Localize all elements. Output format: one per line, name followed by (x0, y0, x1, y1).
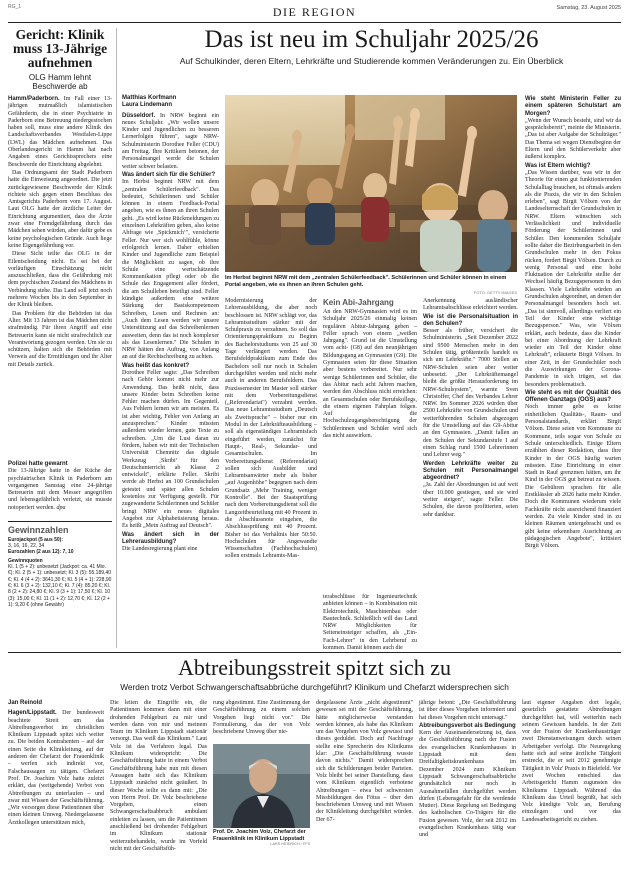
bottom-col-3 (213, 700, 310, 846)
question-heading: Werden Lehrkräfte weiter zu Schulen mit Personalmangel abgeordnet? (423, 460, 518, 482)
portrait-illustration (213, 744, 310, 828)
answer-text: Die Landesregierung plant eine (122, 546, 198, 553)
answer-text: Noch immer gebe es keine einheitlichen Qualitäts-, Raum- und Personalstandards, erklärt Birgit Völxen. Diese seien von Kommune zu Kommune, teils sogar von Schule zu Schule unterschiedlich. Einige Eltern erzählten dieser Redaktion, dass ihre Kinder in der OGS häufig warten müssten. Eine Einrichtung in einer Stadt in Rauf grenzmen hätten, um ihr Kind in der OGS gut betreut zu wissen. Die Gebühren sprachen für alle Erstklässler ab 2026 hatte mehr Kinder. Doch die Kommunen wiederum viele Fachkräfte nicht ausreichend finanziert werden. Zu viele Kinder sind in zu kleinen Räumen untergebracht und es gibt keine erkennbare Ausrichtung an pädagogischen Angebote", kritisiert Birgit Völxen. (525, 404, 621, 550)
section-rule (8, 652, 621, 653)
bottom-subtitle: Werden trotz Verbot Schwangerschaftsabbrüche durchgeführt? Klinikum und Chefarzt widersprechen sich (120, 682, 509, 692)
bottom-col-3-text: rung abgestimmt. Eine Zustimmung der Geschäftsführung zu einem solchen Vorgehen liegt nicht vor." Die Formulierung, das der von Volz beschriebene Umweg über nie- (213, 700, 310, 736)
author: Laura Lindemann (122, 102, 173, 109)
bottom-subhead: Abtreibungsverbot als Bedingung (419, 722, 516, 729)
photo-credit: FOTO: GETTY IMAGES (473, 290, 517, 295)
main-col-5 (525, 95, 621, 648)
answer-text: „Wenn der Wunsch besteht, sind wir da gesprächsbereit", meinte die Ministerin. „Das ist aber Aufgabe der Schulträger." Das Thema sei wegen Dienstbeginn der Eltern und den Schülerverkehr aber äußerst komplex. (525, 117, 621, 161)
left-paragraph: Diese Sicht teilte das OLG in der Eilentscheidung nicht. Es sei bei der vorläufigen Einschätzung nicht auszuschließen, dass die Gefährdung mit dem psychischen Zustand des Mädchens in Verbindung stehe. Das Land soll jetzt noch mehrere Wochen bis in den September in der Klinik bleiben. (8, 251, 112, 309)
bottom-col-6: laut eigener Angaben dort legale, gesetzlich gestattete Abtreibungen durchgeführt hat, will weiterhin nach seinem Gewissen handeln. In der Zeit vor der Fusion der Krankenhausträger zwei Dienstanweisungen durch seinen Arbeitgeber verfolgt. Die Neuregelung hatte sich auf seine ärztliche Tätigkeit erstreckt, die er seit 2012 genehmigte Tätigkeit in Volz' Praxis in Bielefeld. Vor zwei Wochen entschied das Arbeitsgericht Hamm zugunsten des Klinikums Lippstadt. Während das Klinikum das Urteil begrüßt, hat sich Volz kündigte Volz an, Berufung einzulegen und vor das Landesarbeitsgericht zu ziehen. (522, 700, 621, 823)
bottom-col-4: dergelassene Ärzte „nicht abgestimmt" gewesen sei mit der Geschäftsführung, hätte möglicherweise verstanden werden können, als habe das Klinikum um das Vorgehen von Volz gewusst und dieses geduldet. Doch auf Nachfrage stellte eine Sprecherin des Klinikums klar: „Die Geschäftsführung wusste davon nichts." Damit widersprechen sich die Schilderungen beider Parteien. Volz bleibt bei seiner Darstellung, dass vom Klinikum eigentlich verbotene Abtreibungen – etwa bei schwersten Missbildungen des Fötus – über den beschriebenen Umweg und mit Wissen der Klinikleitung durchgeführt würden. Der 67- (316, 700, 413, 823)
page-id: RG_1 (8, 4, 22, 10)
main-dateline: Düsseldorf. (122, 112, 156, 119)
lotto-euro-head: Eurojackpot (5 aus 50): (8, 536, 64, 543)
question-heading: Was ist Eltern wichtig? (525, 162, 591, 169)
main-col-4: Anerkennung ausländischer Lehramtsabschlüsse erleichtert werden. Wie ist die Personalsituation in den Schulen? Besser als früher, versichert die Schulministerin. „Seit Dezember 2022 sind 9500 Menschen mehr in den Schulen tätig, größtenteils handelt es sich um Lehrkräfte." 7000 Stellen an NRW-Schulen seien aber weiter unbesetzt. „Der Lehrkräftemangel bleibt die größte Herausforderung im NRW-Schulsystem", warnte Sven Christoffer, Chef des Verbandes Lehrer NRW. Im Sommer 2026 würden über 2500 Lehrkräfte von Grundschulen und weiterführenden Schulen abgezogen für die Umstellung auf das G9-Abitur an den Gymnasien. „Damit fallen an den Schulen der Sekundarstufe I auf einen Schlag rund 1500 Lehrerinnen und Lehrer weg." Werden Lehrkräfte weiter zu Schulen mit Personalmangel abgeordnet? „Ja. Zahl der Abordnungen ist auf weit über 10.000 gestiegen, und sie wird weiter steigen", sagte Feller. Die Schulen, die davon profitierten, seien sehr dankbar. (423, 298, 518, 518)
bottom-col-5: jährige betont: „Die Geschäftsführung ist über dieses Vorgehen informiert und hat dieses Vorgehen nicht untersagt." Abtreibungsverbot als Bedingung Kern der Auseinandersetzung ist, dass die Geschäftsführung nach der Fusion des evangelischen Krankenhauses in Lippstadt mit dem Dreifaltigkeitskrankenhaus im Dezember 2024 zum Klinikum Lippstadt Schwangerschaftsabbrüche grundsätzlich nur noch in Ausnahmefällen durchgeführt werden dürfen (Lebensgefahr für die werdende Mutter). Diese Regelung sei Bedingung des katholischen Co-Trägers für die Fusion gewesen. Volz, der seit 2012 im evangelischen Krankenhaus tätig war und (419, 700, 516, 839)
police-subhead: Polizei hatte gewarnt (8, 461, 68, 467)
police-credit: dpa (56, 504, 66, 511)
lotto-euro-zahlen: Eurozahlen (2 aus 12): 7, 10 (8, 549, 74, 556)
classroom-photo (225, 95, 517, 272)
question-heading: Wie steht es mit der Qualität des Offenen Ganztags (OGS) aus? (525, 389, 621, 404)
left-subhead: OLG Hamm lehnt Beschwerde ab (28, 73, 92, 91)
portrait-caption: Prof. Dr. Joachim Volz, Chefarzt der Frauenklinik im Klinikum Lippstadt (213, 829, 306, 842)
answer-text: „Ja. Zahl der Abordnungen ist auf weit über 10.000 gestiegen, und sie wird weiter steigen", sagte Feller. Die Schulen, die davon profitierten, seien sehr dankbar. (423, 482, 518, 518)
lotto-title: Gewinnzahlen (8, 524, 69, 535)
bottom-title: Abtreibungsstreit spitzt sich zu (177, 655, 452, 680)
main-title: Das ist neu im Schuljahr 2025/26 (204, 26, 539, 53)
question-heading: Was ändert sich für die Schüler? (122, 171, 216, 178)
main-col-3 (323, 298, 417, 592)
photo-caption: Im Herbst beginnt NRW mit dem „zentralen Schülerfeedback". Schülerinnen und Schüler können in einem Portal angeben, wie es ihnen an ihren Schulen geht. (225, 275, 507, 288)
left-paragraph: Das Ordnungsamt der Stadt Paderborn hatte die Einweisung angeordnet. Die jetzt zurückgewiesene Beschwerde der Klinik richtete sich gegen einen Beschluss des Amtsgerichts Paderborn vom 17. August. Laut OLG hatte der ärztliche Leiter der Einrichtung argumentiert, dass die Ärzte zwar eine Fremdgefährdung durch das Mädchen sehen würden, aber dafür gebe es keine psychologischen Gründe. Auch liege keine Eigengefährdung vor. (8, 169, 112, 249)
lotto-quoten: Kl. 1 (5 + 2): unbesetzt (Jackpot: ca. 41 Mio. €); Kl. 2 (5 + 1): unbesetzt; Kl. 3 (5): 55.189,40 €; Kl. 4 (4 + 2): 3641,30 €; Kl. 5 (4 + 1): 228,90 €; Kl. 6 (3 + 2): 132,10 €; Kl. 7 (4): 85,20 €; Kl. 8 (2 + 2): 24,80 €; Kl. 9 (3 + 1): 17,50 €; Kl. 10 (3): 15,00 €; Kl. 11 (1 + 2): 12,70 €; Kl. 12 (2 + 1): 9,20 € (ohne Gewähr) (8, 564, 112, 608)
issue-date: Samstag, 23. August 2025 (556, 5, 621, 11)
column-divider (116, 28, 117, 648)
lotto-box (8, 537, 112, 616)
left-dateline: Hamm/Paderborn. (8, 96, 60, 102)
left-body (8, 96, 112, 460)
main-col-3-bottom: terabschlüsse für Ingenieurtechnik anbieten können – in Kombination mit Elektrotechnik, Maschinenbau oder Bautechnik. Schließlich will das Land NRW Möglichkeiten für Seiteneinsteiger schaffen, als „Ein-Fach-Lehrer" in den Lehrberuf zu kommen. Damit können auch die (323, 594, 417, 652)
lotto-euro-numbers: 3, 16, 16, 22, 34 (8, 543, 45, 550)
header-rule (8, 22, 621, 23)
question-heading: Was heißt das konkret? (122, 362, 190, 369)
police-body: Die 13-Jährige hatte in der Küche der psychiatrischen Klinik in Paderborn am vergangenen Samstag eine 24-jährige Betreuerin mit dem Messer angegriffen und lebensgefährlich verletzt, sie musste notoperiert werden. dpa (8, 468, 112, 511)
left-paragraph: Das Problem für die Behörden ist das Alter. Mit 13 Jahren ist das Mädchen nicht strafmündig. Für ihren Angriff auf eine Betreuerin kann sie nicht strafrechtlich zur Verantwortung gezogen werden. Um sie zu schützen, halten sich die Behörden mit Verweis auf die Ermittlungen und ihr Alter mit Details zurück. (8, 310, 112, 368)
left-paragraph: Im Fall einer 13-jährigen mutmaßlich islamistischen Gefährderin, die in einer Psychiatrie in Paderborn eine Betreuung niedergestochen haben soll, muss eine andere Klinik des Landschaftsverbandes Westfalen-Lippe (LWL) das Mädchen aufnehmen. Das Oberlandesgericht in Hamm hat nach Angaben eines Gerichtssprechers eine Beschwerde der Einrichtung abgelehnt. (8, 96, 112, 168)
answer-text: Dorothee Feller sagte: „Das Schreiben nach Gehör kommt nicht mehr zur Anwendung. Das heißt nicht, dass unsere Kinder beim Schreiben keine Fehler machen dürfen. Im Gegenteil. Aus Fehlern lernen wir am meisten. Es ist aber wichtig, Fehler von Anfang an anzusprechen." Kinder müssten außerdem wieder lernen, gute Texte zu schreiben. „Um die Lust daran zu fördern, haben wir mit der Technischen Universität Chemnitz das digitale Werkzeug ‚Skribi‘ für den Deutschunterricht ab Klasse 2 entwickelt", erklärte Feller. Skribi werde ab Herbst an 100 Grundschulen getestet und später allen Schulen kostenlos zur Verfügung gestellt. Für zugewanderte Schülerinnen und Schüler bringt NRW ein neues digitales Angebot zur Alphabetisierung heraus. Es heißt „Mein Auftrag auf Deutsch". (122, 369, 219, 530)
box-heading: Kein Abi-Jahrgang (323, 298, 394, 307)
answer-text: „Das Wissen darüber, was wir in der Theorie für einen gut funktionierenden Schulalltag brauchen, ist oftmals anders als die Praxis, die wir in den Schulen erleben", sagt Birgit Völxen von der Landeselternschaft der Grundschulen in NRW. Eltern wünschten sich Verlässlichkeit und individuelle Förderung der Schülerinnen und Schüler. Den kommenden Schuljahr sollte daher die Bezirhungsarbeit in den Grundschulen mehr in den Fokus rücken, fordert Birgit Völxen. Durch zu wenig Personal und eine hohe Fluktuation der Lehrkräfte stellte der Wechsel häufig Bezugspersonen in den Klassen. Viele Lehrkräfte würden an Grundschulen abgeordnet, an denen der Personalmangel besonders hoch sei. „Das ist sinnvoll, allerdings verliert ein Teil der Kinder eine wichtige Bezugsperson." Was, wie Völxen erklärt, auch bedeute, dass die Kinder bei einer Abordnung der Lehrkraft wieder ein Teil der Kinder ohne Lehrkraft", erläuterte Birgit Völxen. In einer Zeit, in der Grundschüler noch die Auswirkungen der Corona-Pandemie in sich trügen, sei das besonders problematisch. (525, 169, 621, 388)
lotto-quoten-head: Gewinnquoten (8, 557, 43, 564)
main-col-2: Modernisierung der Lehrerausbildung, die aber noch beschlossen ist. NRW schlägt vor, das Lehramtsstudium stärker mit der Schulpraxis zu verzahnen. So soll das Orientierungspraktikum zu Beginn des Bachelorstudiums von 25 auf 30 Tage verlängert werden. Das Berufsfeldpraktikum zum Ende des Bachelors soll nur noch in Schulen durchgeführt werden und nicht mehr auch in anderen Berufsfeldern. Das Praxissemester im Master soll stärker mit dem Vorbereitungsdienst („Referendariat") verzahnt werden. Das neue Lehramtsstudium „Deutsch als Zweitsprache" – bisher nur ein Modul in der Lehrkräfteausbildung – soll als eigenständiges Lehramtsfach eingeführt werden, zunächst für Haupt-, Real-, Sekundar- und Gesamtschulen. Im Vorbereitungsdienst (Referendariat) sollen sich Ausbilder und Lehramtsanwärter mehr als bisher „auf Augenhöhe" begegnen nach dem Grundsatz „Mehr Training, weniger Kontrolle". Bei der Staatsprüfung nach dem Vorbereitungsdienst soll die Langzeitbeurteilung mit 40 Prozent in die Abschlussnote eingehen, die Abschlussprüfung mit 40 Prozent. Bisher ist das Verhältnis hier 50:50. Hochschulen für Angewandte Wissenschaften (Fachhochschulen) sollen erstmals Lehramts-Mas- (225, 298, 317, 560)
bottom-col-2: Die leiten die Eingriffe ein, die Patientinnen kommen dann mit einer drohenden Fehlgeburt zu mir und werden dann von mir und meinem Team im Klinikum Lippstadt stationär versorgt. Das weiß das Klinikum." Laut Volz ist das Verfahren legal. Das Klinikum widerspricht: Die Geschäftsführung hatte in einem Verbot Geschäftsführung habe nun mit diesen Aussagen hatte sich das Klinikum Lippstadt zunächst nicht geäußert. In dieser Woche teilte es dann mit: „Die von Herrn Prof. Dr. Volz beschriebene Vorgehen, einen Schwangerschaftsabbruch ambulant einleiten zu lassen, um die Patientinnen anschließend bei drohender Fehlgeburt im Klinikum stationär weiterzubehandeln, wurde im Vorfeld nicht mit der Geschäftsfüh- (110, 700, 207, 852)
portrait-credit: LARS HEIDRICH / FFS (270, 842, 310, 847)
portrait-photo (213, 744, 310, 828)
left-headline: Gericht: Klinik muss 13-Jährige aufnehmen (12, 27, 108, 70)
box-text: An den NRW-Gymnasien wird es im Schuljahr 2025/26 einmalig keinen regulären Abitur-Jahrgang geben – Feller sprach von einem „weißen Jahrgang". Grund ist die Umstellung vom acht- (G8) auf den neunjährigen Bildungsgang an Gymnasien (G9). Die Gymnasien seien für diese Situation aber bestens vorbereitet. Nur sehr wenige Schülerinnen und Schüler, die das Abitur nach acht Jahren machen, werden den Abschluss nicht erreichen: an Gesamtschulen oder Berufskollegs, die einem eigenen Fahrplan folgen. Auf die Hochschulzugangsberechtigung der Schülerinnen und Schüler wird sich das nicht auswirken. (323, 309, 417, 440)
question-heading: Was ändert sich in der Lehrerausbildung? (122, 531, 219, 545)
main-subtitle: Auf Schulkinder, deren Eltern, Lehrkräfte und Studierende kommen Veränderungen zu. Ein Überblick (179, 56, 564, 66)
bottom-author: Jan Reinold (8, 700, 43, 706)
main-col-1: Matthias Korfmann Laura Lindemann Düsseldorf. In NRW beginnt ein neues Schuljahr. „Wir wollen unsere Kinder und Jugendlichen zu besseren Lernerfolgen führen", sagte NRW-Schulministerin Dorothee Feller (CDU) am Freitag. Ihre Kritikern betonen, der Personalmangel werde die Schulen weiter schwer belasten. Was ändert sich für die Schüler? Im Herbst beginnt NRW mit dem „zentralen Schülerfeedback". Das bedeutet, Schülerinnen und Schüler können in einem Feedback-Portal angeben, wie es ihnen an ihren Schulen geht. „Es wird keine Rückmeldungen zu einzelnen Lehrkräften geben, also keine Abfrage wie ‚Spickmich‘", versicherte Feller. Nur wer sich wohlfühle, könne erfolgreich lernen. Daher erhielten Kinder und Jugendliche zum Beispiel die Möglichkeit zu sagen, ob ihre Schule eine wertschätzende Kommunikation pflegt oder ob die Schule das Engagement aller fördert, die am Schulleben beteiligt sind. Feller kündigte außerdem eine weitere Stärkung der Basiskompetenzen Schreiben, Lesen und Rechnen an: „Auch dem Lesen werden wir unsere Unterstützung auf das Schreibenlernen ausweiten, denn das ist noch komplexer als das Lesenlernen." Die Schulen in NRW hätten den Auftrag, von Anfang an auf die Rechtschreibung zu achten. Was heißt das konkret? Dorothee Feller sagte: „Das Schreiben nach Gehör kommt nicht mehr zur Anwendung. Das heißt nicht, dass unsere Kinder beim Schreiben keine Fehler machen dürfen. Im Gegenteil. Aus Fehlern lernen wir am meisten. Es ist aber wichtig, Fehler von Anfang an anzusprechen." Kinder müssten außerdem wieder lernen, gute Texte zu schreiben. „Um die Lust daran zu fördern, haben wir mit der Technischen Universität Chemnitz das digitale Werkzeug ‚Skribi‘ für den Deutschunterricht ab Klasse 2 entwickelt", erklärte Feller. Skribi werde ab Herbst an 100 Grundschulen getestet und später allen Schulen kostenlos zur Verfügung gestellt. Für zugewanderte Schülerinnen und Schüler bringt NRW ein neues digitales Angebot zur Alphabetisierung heraus. Es heißt „Mein Auftrag auf Deutsch". Was ändert sich in der Lehrerausbildung? Die Landesregierung plant eine (122, 95, 220, 553)
author: Matthias Korfmann (122, 95, 177, 101)
question-heading: Wie steht Ministerin Feller zu einem späteren Schulstart am Morgen? (525, 96, 621, 117)
bottom-dateline: Hagen/Lippstadt. (8, 710, 57, 717)
question-heading: Wie ist die Personalsituation in den Schulen? (423, 313, 518, 327)
section-title: DIE REGION (272, 5, 357, 19)
classroom-illustration (225, 95, 517, 272)
lotto-rule (8, 521, 112, 522)
left-column (8, 28, 112, 616)
bottom-col-1: Jan Reinold Hagen/Lippstadt. Der bundesweit beachtete Streit um das Abtreibungsverbot im christlichen Klinikum Lippstadt spitzt sich weiter zu. Die beiden Kontrahenten – auf der einen Seite die Klinikleitung, auf der anderen der Chefarzt der Frauenklinik – werfen sich indirekt vor, Falschaussagen zu tätigen. Chefarzt Prof. Dr. Joachim Volz hatte zuletzt erklärt, das (weitgehende) Verbot von Abtreibungen zu unterlaufen – und zwar mit Wissen der Geschäftsführung. „Wir versorgen diese Patientinnen über einen kleinen Umweg. Niedergelassene Ärztkollegen unterstützen mich, (8, 700, 104, 826)
answer-text: Besser als früher, versichert die Schulministerin. „Seit Dezember 2022 sind 9500 Menschen mehr in den Schulen tätig, größtenteils handelt es sich um Lehrkräfte." 7000 Stellen an NRW-Schulen seien aber weiter unbesetzt. „Der Lehrkräftemangel bleibt die größte Herausforderung im NRW-Schulsystem", warnte Sven Christoffer, Chef des Verbandes Lehrer NRW. Im Sommer 2026 würden über 2500 Lehrkräfte von Grundschulen und weiterführenden Schulen abgezogen für die Umstellung auf das G9-Abitur an den Gymnasien. „Damit fallen an den Schulen der Sekundarstufe I auf einen Schlag rund 1500 Lehrerinnen und Lehrer weg." (423, 328, 518, 459)
answer-text: Im Herbst beginnt NRW mit dem „zentralen Schülerfeedback". Das bedeutet, Schülerinnen und Schüler können in einem Feedback-Portal angeben, wie es ihnen an ihren Schulen geht. „Es wird keine Rückmeldungen zu einzelnen Lehrkräften geben, also keine Abfrage wie ‚Spickmich‘", versicherte Feller. Nur wer sich wohlfühle, könne erfolgreich lernen. Daher erhielten Kinder und Jugendliche zum Beispiel die Möglichkeit zu sagen, ob ihre Schule eine wertschätzende Kommunikation pflegt oder ob die Schule das Engagement aller fördert, die am Schulleben beteiligt sind. Feller kündigte außerdem eine weitere Stärkung der Basiskompetenzen Schreiben, Lesen und Rechnen an: „Auch dem Lesen werden wir unsere Unterstützung auf das Schreibenlernen ausweiten, denn das ist noch komplexer als das Lesenlernen." Die Schulen in NRW hätten den Auftrag, von Anfang an auf die Rechtschreibung zu achten. (122, 179, 219, 361)
